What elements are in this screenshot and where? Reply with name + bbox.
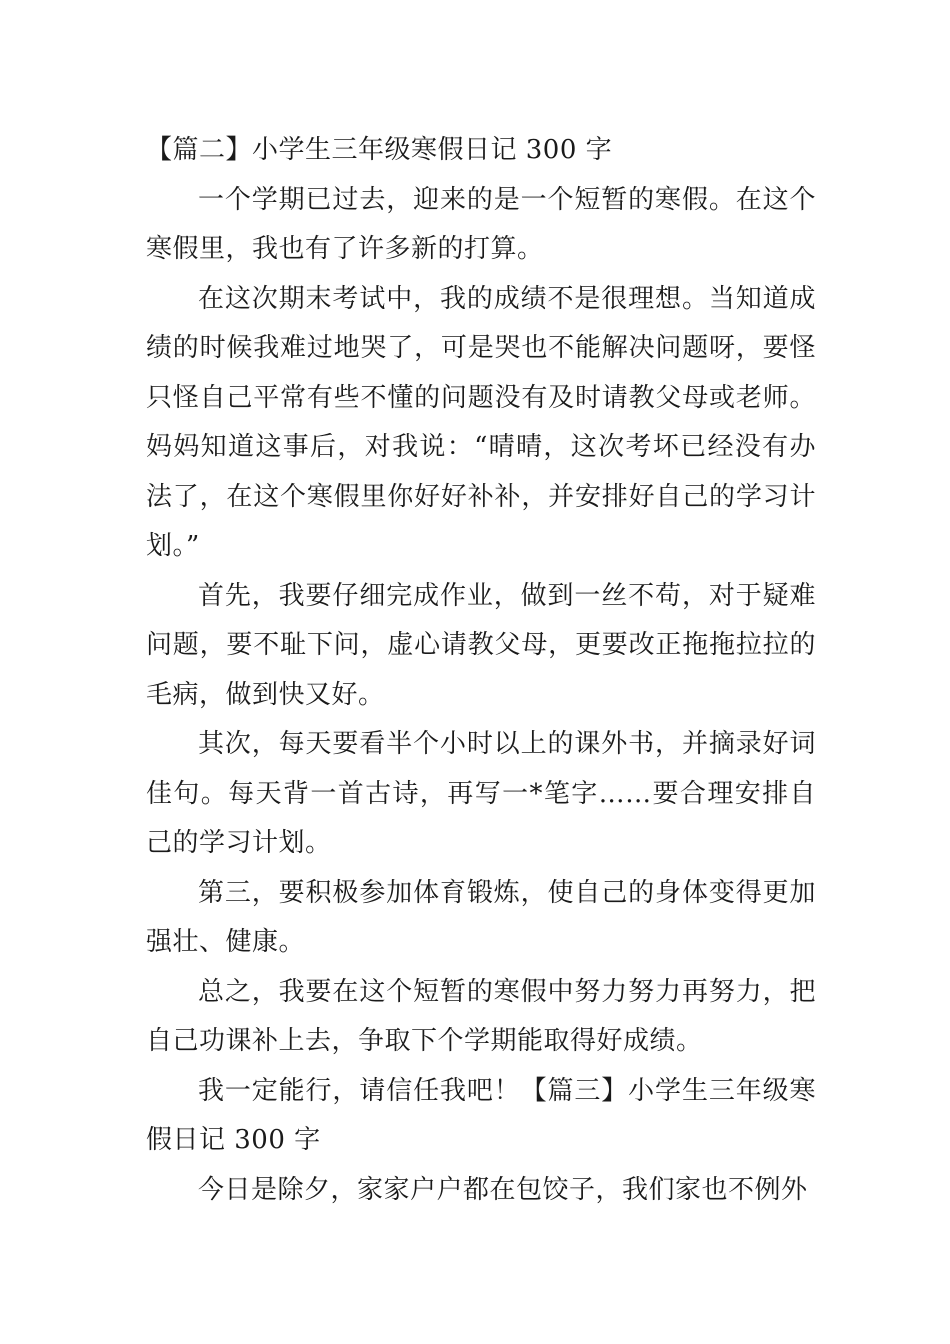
paragraph-1: 一个学期已过去，迎来的是一个短暂的寒假。在这个寒假里，我也有了许多新的打算。: [146, 184, 816, 264]
paragraph-8: 今日是除夕，家家户户都在包饺子，我们家也不例外: [198, 1174, 808, 1205]
paragraph-4: 其次，每天要看半个小时以上的课外书，并摘录好词佳句。每天背一首古诗，再写一*笔字……要合理安排自己的学习计划。: [146, 729, 816, 858]
article-heading: 【篇二】小学生三年级寒假日记 300 字: [146, 135, 613, 165]
paragraph-7: 我一定能行，请信任我吧！【篇三】小学生三年级寒假日记 300 字: [146, 1075, 816, 1155]
paragraph-6: 总之，我要在这个短暂的寒假中努力努力再努力，把自己功课补上去，争取下个学期能取得好成绩。: [146, 976, 816, 1056]
paragraph-2: 在这次期末考试中，我的成绩不是很理想。当知道成绩的时候我难过地哭了，可是哭也不能解决问题呀，要怪只怪自己平常有些不懂的问题没有及时请教父母或老师。妈妈知道这事后，对我说：“晴晴，这次考坏已经没有办法了，在这个寒假里你好好补补，并安排好自己的学习计划。”: [146, 283, 816, 561]
paragraph-3: 首先，我要仔细完成作业，做到一丝不苟，对于疑难问题，要不耻下问，虚心请教父母，更要改正拖拖拉拉的毛病，做到快又好。: [146, 580, 816, 710]
article-body: [146, 126, 816, 1215]
paragraph-5: 第三，要积极参加体育锻炼，使自己的身体变得更加强壮、健康。: [146, 877, 816, 957]
